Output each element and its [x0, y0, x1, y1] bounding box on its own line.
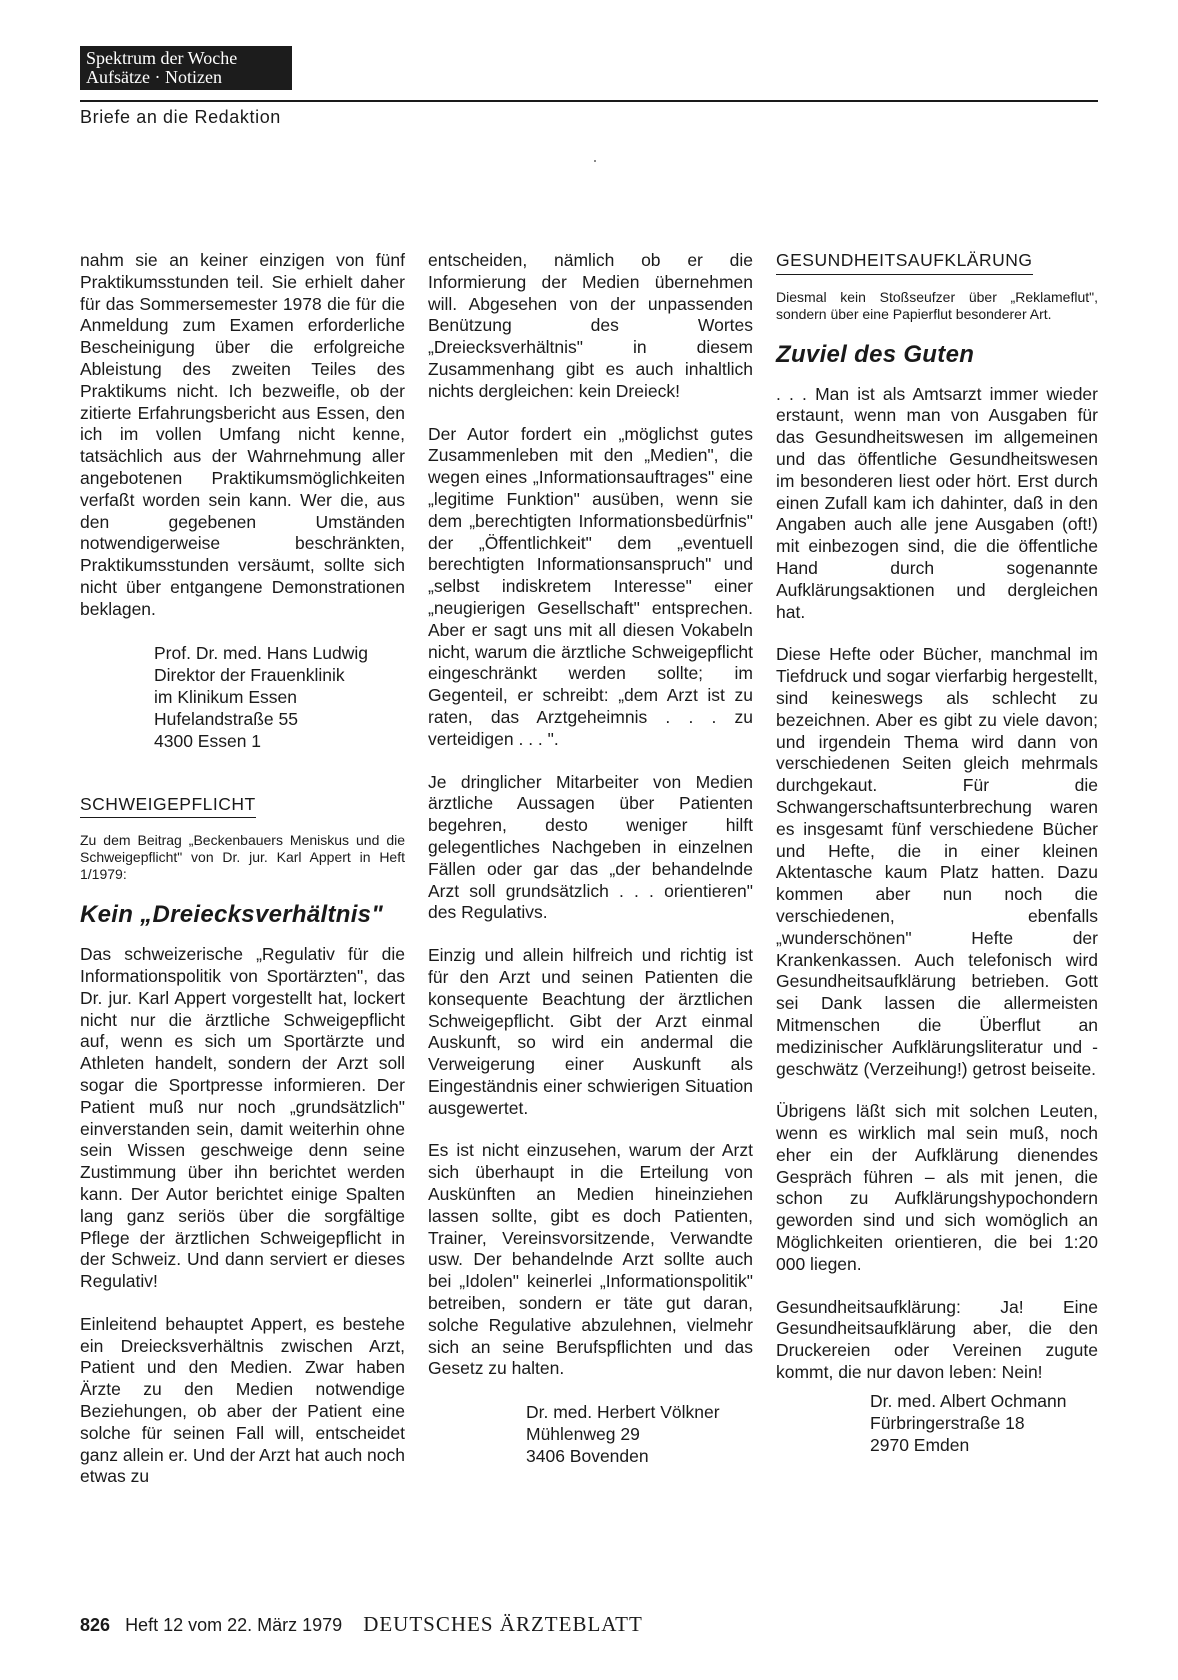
col3-paragraph-1: . . . Man ist als Amtsarzt immer wieder erstaunt, wenn man von Ausgaben für das Gesundheitswesen im allgemeinen und das öffentliche Gesundheitswesen im besonderen liest oder hört. Erst durch einen Zufall kam ich dahinter, daß in den Angaben auch alle jene Ausgaben (oft!) mit einbezogen sind, die die öffentliche Hand durch sogenannte Aufklärungsaktionen und dergleichen hat. [776, 383, 1098, 622]
col2-paragraph-3: Je dringlicher Mitarbeiter von Medien ärztliche Aussagen über Patienten begehren, desto weniger hilft gelegentliches Nachgeben in einzelnen Fällen oder gar das „der behandelnde Arzt soll grundsätzlich . . . orientieren" des Regulativs. [428, 771, 753, 923]
page-subtitle: Briefe an die Redaktion [80, 107, 281, 127]
col2-paragraph-2: Der Autor fordert ein „möglichst gutes Zusammenleben mit den „Medien", die wegen eines „Informationsauftrages" eine „legitime Funktion" ausüben, wenn sie dem „berechtigten Informationsbedürfnis" der „Öffentlichkeit" dem „eventuell berechtigten Informationsanspruch" und „selbst indiskretem Interesse" einer „neugierigen Gesellschaft" entsprechen. Aber er sagt uns mit all diesen Vokabeln nicht, warum die ärztliche Schweigepflicht eingeschränkt werden sollte; im Gegenteil, er schreibt: „dem Arzt ist zu raten, das Arztgeheimnis . . . zu verteidigen . . . ". [428, 423, 753, 749]
col1-paragraph-1: nahm sie an keiner einzigen von fünf Praktikumsstunden teil. Sie erhielt daher für das Sommersemester 1978 die für die Anmeldung zum Examen erforderliche Bescheinigung über die erfolgreiche Ableistung des zweiten Teiles des Praktikums nicht. Ich bezweifle, ob der zitierte Erfahrungsbericht aus Essen, den ich im vollen Umfang nicht kenne, tatsächlich aus der Wahrnehmung aller angebotenen Praktikumsmöglichkeiten verfaßt worden sein kann. Wer die, aus den gegebenen Umständen notwendigerweise beschränkten, Praktikumsstunden versäumt, sollte sich nicht über entgangene Demonstrationen beklagen. [80, 250, 405, 619]
sig-line: 2970 Emden [870, 1434, 970, 1455]
col2-paragraph-4: Einzig und allein hilfreich und richtig ist für den Arzt und seinen Patienten die konsequente Beachtung der ärztlichen Schweigepflicht. Gibt der Arzt einmal Auskunft, so wird ein andermal die Verweigerung einer Auskunft als Eingeständnis einer schwierigen Situation ausgewertet. [428, 945, 753, 1118]
print-speck [594, 160, 596, 162]
header-line-2: Aufsätze · Notizen [86, 67, 222, 87]
page-footer [80, 1612, 643, 1637]
sig-line: Fürbringerstraße 18 [870, 1412, 1025, 1433]
section-header-box [80, 46, 292, 90]
magazine-name: DEUTSCHES ÄRZTEBLATT [363, 1612, 643, 1636]
sig-line: Prof. Dr. med. Hans Ludwig [154, 642, 368, 663]
section-heading-gesundheitsaufklaerung: GESUNDHEITSAUFKLÄRUNG [776, 250, 1033, 275]
sig-line: Direktor der Frauenklinik [154, 664, 345, 685]
article-title-zuviel-des-guten: Zuviel des Guten [776, 340, 975, 368]
col2-paragraph-1: entscheiden, nämlich ob er die Informierung der Medien übernehmen will. Abgesehen von der unpassenden Benützung des Wortes „Dreiecksverhältnis" in diesem Zusammenhang gibt es auch inhaltlich nichts dergleichen: kein Dreieck! [428, 250, 753, 401]
col1-paragraph-3: Einleitend behauptet Appert, es bestehe ein Dreiecksverhältnis zwischen Arzt, Patient und den Medien. Zwar haben Ärzte zu den Medien notwendige Beziehungen, ob aber der Patient eine solche für seinen Fall will, entscheidet ganz allein er. Und der Arzt hat auch noch etwas zu [80, 1313, 405, 1487]
sig-line: Hufelandstraße 55 [154, 708, 298, 729]
signature-voelkner [526, 1401, 753, 1467]
sig-line: Mühlenweg 29 [526, 1424, 640, 1445]
sig-line: 4300 Essen 1 [154, 730, 262, 751]
header-line-1: Spektrum der Woche [86, 48, 238, 68]
col1-paragraph-2: Das schweizerische „Regulativ für die Informationspolitik von Sportärzten", das Dr. jur. Karl Appert vorgestellt hat, lockert nicht nur die ärztliche Schweigepflicht auf, wenn es sich um Sportärzte und Athleten handelt, sondern der Arzt soll sogar die Sportpresse informieren. Der Patient muß nur noch „grundsätzlich" einverstanden sein, damit weiterhin ohne sein Wissen geschweige denn seine Zustimmung über ihn berichtet werden kann. Der Autor berichtet einige Spalten lang ganz seriös über die sorgfältige Pflege der ärztlichen Schweigepflicht in der Schweiz. Und dann serviert er dieses Regulativ! [80, 944, 405, 1292]
col3-paragraph-4: Gesundheitsaufklärung: Ja! Eine Gesundheitsaufklärung aber, die den Druckereien oder Vereinen zugute kommt, die nur davon leben: Nein! [776, 1296, 1098, 1383]
page-number: 826 [80, 1615, 111, 1635]
col3-paragraph-2: Diese Hefte oder Bücher, manchmal im Tiefdruck und sogar vierfarbig hergestellt, sind keineswegs als schlecht zu bezeichnen. Aber es gibt zu viele davon; und irgendein Thema wird dann von verschiedenen Seiten gleich mehrmals durchgekaut. Für die Schwangerschaftsunterbrechung waren es insgesamt fünf verschiedene Bücher und Hefte, die in einer kleinen Aktentasche kaum Platz hatten. Dazu kommen aber nun noch die verschiedenen, ebenfalls „wunderschönen" Hefte der Krankenkassen. Auch telefonisch wird Gesundheitsaufklärung betrieben. Gott sei Dank lassen die allermeisten Mitmenschen die Überflut an medizinischer Aufklärungsliteratur und -geschwätz (Verzeihung!) getrost beiseite. [776, 644, 1098, 1079]
column-1 [80, 250, 405, 1509]
col2-paragraph-5: Es ist nicht einzusehen, warum der Arzt sich überhaupt in die Erteilung von Auskünften an Medien hineinziehen lassen sollte, gibt es doch Patienten, Trainer, Vereinsvorsitzende, Verwandte usw. Der behandelnde Arzt sollte auch bei „Idolen" keinerlei „Informationspolitik" betreiben, sondern er täte gut daran, solche Regulative abzulehnen, vielmehr sich an seine Berufspflichten und das Gesetz zu halten. [428, 1140, 753, 1379]
sig-line: Dr. med. Albert Ochmann [870, 1390, 1067, 1411]
signature-ludwig [154, 642, 405, 752]
signature-ochmann [870, 1390, 1098, 1456]
column-3 [776, 250, 1098, 1456]
section-heading-schweigepflicht: SCHWEIGEPFLICHT [80, 794, 256, 819]
col3-paragraph-3: Übrigens läßt sich mit solchen Leuten, wenn es wirklich mal sein muß, noch eher ein der Aufklärung dienendes Gespräch führen – als mit jenen, die schon zu Aufklärungshypochondern geworden sind und sich womöglich an Möglichkeiten orientieren, die bei 1:20 000 liegen. [776, 1101, 1098, 1274]
article-intro: Diesmal kein Stoßseufzer über „Reklameflut", sondern über eine Papierflut besonderer Art. [776, 288, 1098, 322]
column-2 [428, 250, 753, 1467]
sig-line: Dr. med. Herbert Völkner [526, 1402, 720, 1423]
sig-line: 3406 Bovenden [526, 1446, 649, 1467]
article-intro: Zu dem Beitrag „Beckenbauers Meniskus und die Schweigepflicht" von Dr. jur. Karl Appert in Heft 1/1979: [80, 832, 405, 883]
issue-info: Heft 12 vom 22. März 1979 [125, 1615, 343, 1635]
sig-line: im Klinikum Essen [154, 686, 297, 707]
article-title-dreiecksverhaeltnis: Kein „Dreiecksverhältnis" [80, 901, 384, 929]
header-rule [80, 100, 1098, 102]
